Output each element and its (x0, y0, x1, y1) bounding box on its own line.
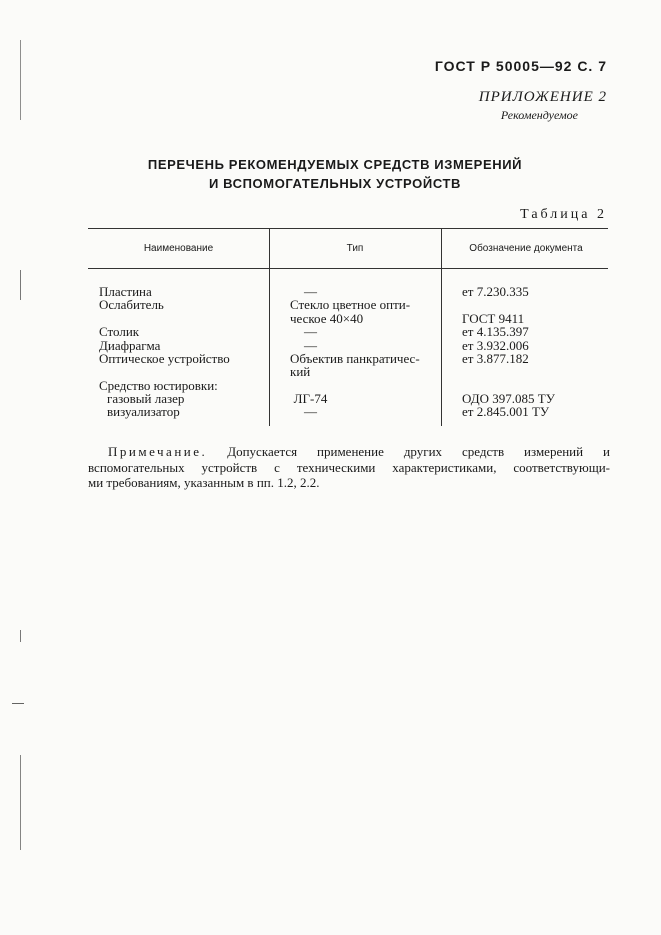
row-doc: ет 3.877.182 (462, 351, 529, 366)
title-line-1: ПЕРЕЧЕНЬ РЕКОМЕНДУЕМЫХ СРЕДСТВ ИЗМЕРЕНИЙ (147, 157, 523, 172)
column-header-name: Наименование (143, 243, 214, 254)
margin-mark (20, 270, 21, 300)
note-line-3: ми требованиям, указанным в пп. 1.2, 2.2. (88, 475, 320, 490)
row-type: ЛГ-74 (293, 391, 328, 406)
row-name: Оптическое устройство (99, 351, 230, 366)
row-type: — (304, 404, 317, 419)
row-doc: ет 7.230.335 (462, 284, 529, 299)
row-type: Стекло цветное опти- (290, 297, 411, 312)
row-doc: ет 3.932.006 (462, 338, 529, 353)
column-header-doc: Обозначение документа (469, 243, 583, 254)
table-column-divider (441, 228, 442, 426)
appendix-title: ПРИЛОЖЕНИЕ 2 (478, 89, 607, 105)
row-name: Столик (99, 324, 140, 339)
note-line-2: вспомогательных устройств с техническими характеристиками, соответствующи- (88, 460, 610, 475)
row-type: Объектив панкратичес- (290, 351, 420, 366)
row-name: Средство юстировки: (99, 378, 218, 393)
row-type: — (304, 284, 317, 299)
row-name: визуализатор (107, 404, 180, 419)
column-header-type: Тип (346, 243, 364, 254)
note-label: Примечание. (108, 444, 208, 459)
note-text-1: Допускается применение других средств измерений и (227, 444, 610, 459)
row-doc: ет 4.135.397 (462, 324, 529, 339)
row-name: Ослабитель (99, 297, 164, 312)
margin-mark (20, 630, 21, 642)
row-name: Диафрагма (99, 338, 161, 353)
table-label: Таблица 2 (520, 207, 607, 222)
note-line-1 (108, 444, 610, 460)
margin-mark (12, 703, 24, 704)
margin-mark (20, 755, 21, 850)
row-name: газовый лазер (107, 391, 185, 406)
document-code: ГОСТ Р 50005—92 С. 7 (434, 58, 607, 74)
row-type: — (304, 324, 317, 339)
row-doc: ГОСТ 9411 (462, 311, 525, 326)
row-doc: ет 2.845.001 ТУ (462, 404, 550, 419)
row-doc: ОДО 397.085 ТУ (462, 391, 555, 406)
appendix-subtitle: Рекомендуемое (500, 108, 578, 122)
row-type: ческое 40×40 (290, 311, 364, 326)
table-top-rule (88, 228, 608, 229)
row-type: — (304, 338, 317, 353)
title-line-2: И ВСПОМОГАТЕЛЬНЫХ УСТРОЙСТВ (208, 176, 462, 191)
table-header-rule (88, 268, 608, 269)
row-type: кий (290, 364, 311, 379)
row-name: Пластина (99, 284, 152, 299)
